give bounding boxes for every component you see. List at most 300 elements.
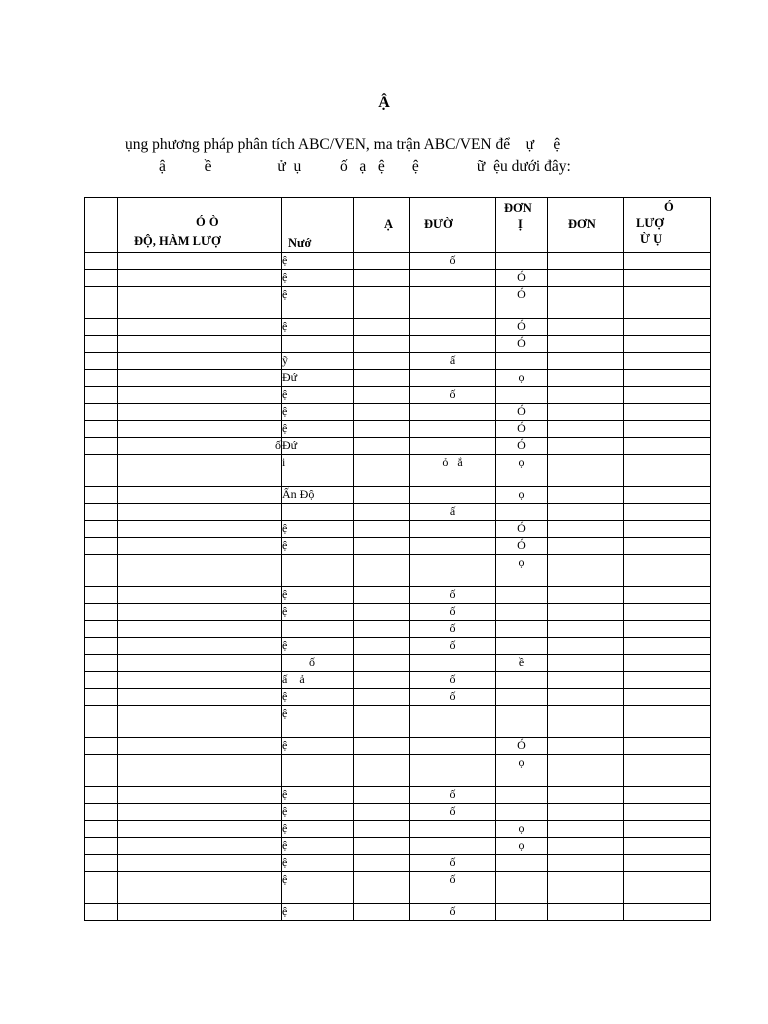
cell-unit: [496, 787, 548, 804]
cell-price: [548, 353, 624, 370]
cell-route: ố: [410, 253, 496, 270]
header-cell-quantity: [624, 198, 711, 253]
cell-quantity: [624, 438, 711, 455]
table-row: [85, 555, 711, 587]
cell-route: ố: [410, 904, 496, 921]
cell-name: [118, 387, 282, 404]
cell-index: [85, 253, 118, 270]
cell-quantity: [624, 738, 711, 755]
cell-index: [85, 336, 118, 353]
cell-price: [548, 706, 624, 738]
cell-country: ệ: [282, 872, 354, 904]
cell-route: ố: [410, 787, 496, 804]
cell-country: ệ: [282, 855, 354, 872]
cell-name: [118, 621, 282, 638]
cell-unit: [496, 638, 548, 655]
cell-country: Đứ: [282, 438, 354, 455]
cell-name: [118, 838, 282, 855]
cell-index: [85, 455, 118, 487]
cell-price: [548, 604, 624, 621]
cell-quantity: [624, 838, 711, 855]
cell-price: [548, 253, 624, 270]
cell-country: ệ: [282, 706, 354, 738]
header-qty-line3: Ừ Ụ: [640, 232, 663, 246]
cell-route: [410, 336, 496, 353]
cell-name: [118, 287, 282, 319]
cell-unit: Ó: [496, 521, 548, 538]
cell-route: ố: [410, 689, 496, 706]
cell-index: [85, 621, 118, 638]
intro-line-1: ụng phương pháp phân tích ABC/VEN, ma trận ABC/VEN để ự ệ: [125, 136, 561, 153]
table-row: [85, 638, 711, 655]
table-row: [85, 655, 711, 672]
cell-name: [118, 587, 282, 604]
cell-unit: [496, 604, 548, 621]
cell-country: ệ: [282, 787, 354, 804]
cell-country: ệ: [282, 904, 354, 921]
cell-category: [354, 706, 410, 738]
cell-category: [354, 370, 410, 387]
cell-country: Ấn Độ: [282, 487, 354, 504]
cell-price: [548, 855, 624, 872]
cell-index: [85, 804, 118, 821]
header-cell-route: [410, 198, 496, 253]
cell-index: [85, 270, 118, 287]
table-row: [85, 504, 711, 521]
cell-route: ố: [410, 804, 496, 821]
cell-category: [354, 404, 410, 421]
cell-route: [410, 370, 496, 387]
cell-price: [548, 838, 624, 855]
cell-price: [548, 787, 624, 804]
cell-name: ố: [118, 438, 282, 455]
cell-price: [548, 638, 624, 655]
cell-index: [85, 370, 118, 387]
cell-index: [85, 655, 118, 672]
cell-country: [282, 555, 354, 587]
cell-price: [548, 438, 624, 455]
cell-country: ệ: [282, 287, 354, 319]
table-row: [85, 387, 711, 404]
cell-category: [354, 336, 410, 353]
cell-unit: [496, 872, 548, 904]
cell-name: [118, 538, 282, 555]
cell-quantity: [624, 319, 711, 336]
cell-quantity: [624, 706, 711, 738]
cell-quantity: [624, 904, 711, 921]
cell-quantity: [624, 804, 711, 821]
table-row: [85, 872, 711, 904]
cell-unit: ọ: [496, 370, 548, 387]
cell-price: [548, 404, 624, 421]
cell-category: [354, 672, 410, 689]
header-qty-line2: LƯỢ: [636, 216, 665, 230]
cell-index: [85, 404, 118, 421]
cell-index: [85, 855, 118, 872]
table-row: [85, 353, 711, 370]
cell-unit: Ó: [496, 738, 548, 755]
cell-price: [548, 421, 624, 438]
cell-country: ố: [282, 655, 354, 672]
cell-quantity: [624, 270, 711, 287]
cell-country: ệ: [282, 738, 354, 755]
cell-name: [118, 706, 282, 738]
cell-quantity: [624, 655, 711, 672]
cell-name: [118, 353, 282, 370]
cell-name: [118, 821, 282, 838]
cell-index: [85, 638, 118, 655]
cell-price: [548, 538, 624, 555]
cell-country: ệ: [282, 638, 354, 655]
cell-country: ệ: [282, 387, 354, 404]
cell-category: [354, 621, 410, 638]
table-row: [85, 487, 711, 504]
cell-unit: [496, 587, 548, 604]
cell-unit: ọ: [496, 838, 548, 855]
cell-country: Đứ: [282, 370, 354, 387]
header-cell-unit: [496, 198, 548, 253]
cell-category: [354, 655, 410, 672]
header-name-line1: Ó Ò: [196, 215, 219, 229]
table-row: [85, 855, 711, 872]
cell-country: ấ ả: [282, 672, 354, 689]
cell-price: [548, 804, 624, 821]
cell-country: ệ: [282, 521, 354, 538]
cell-index: [85, 538, 118, 555]
table-row: [85, 319, 711, 336]
cell-route: [410, 538, 496, 555]
cell-unit: [496, 689, 548, 706]
cell-quantity: [624, 487, 711, 504]
cell-route: ố: [410, 855, 496, 872]
cell-category: [354, 804, 410, 821]
data-table: [84, 197, 711, 921]
cell-unit: ọ: [496, 821, 548, 838]
table-row: [85, 621, 711, 638]
table-row: [85, 404, 711, 421]
cell-category: [354, 855, 410, 872]
header-unit-line1: ĐƠN: [504, 201, 532, 215]
cell-unit: Ó: [496, 270, 548, 287]
cell-country: ệ: [282, 821, 354, 838]
cell-category: [354, 755, 410, 787]
header-unit-line2: Ị: [518, 217, 523, 231]
cell-name: [118, 689, 282, 706]
cell-category: [354, 787, 410, 804]
cell-quantity: [624, 455, 711, 487]
cell-name: [118, 270, 282, 287]
cell-category: [354, 821, 410, 838]
cell-index: [85, 521, 118, 538]
cell-country: ệ: [282, 270, 354, 287]
cell-price: [548, 370, 624, 387]
cell-unit: [496, 353, 548, 370]
cell-price: [548, 319, 624, 336]
table-row: [85, 370, 711, 387]
cell-name: [118, 855, 282, 872]
table-row: [85, 604, 711, 621]
cell-route: [410, 319, 496, 336]
cell-name: [118, 672, 282, 689]
cell-unit: Ó: [496, 421, 548, 438]
cell-quantity: [624, 587, 711, 604]
header-route: ĐƯỜ: [424, 217, 453, 231]
cell-quantity: [624, 787, 711, 804]
cell-index: [85, 738, 118, 755]
cell-price: [548, 336, 624, 353]
cell-price: [548, 672, 624, 689]
cell-route: ố: [410, 638, 496, 655]
table-row: [85, 538, 711, 555]
cell-name: [118, 404, 282, 421]
table-header-row: [85, 198, 711, 253]
cell-quantity: [624, 821, 711, 838]
cell-unit: [496, 672, 548, 689]
cell-quantity: [624, 538, 711, 555]
cell-route: [410, 738, 496, 755]
cell-route: [410, 404, 496, 421]
cell-unit: [496, 387, 548, 404]
table-row: [85, 804, 711, 821]
table-row: [85, 253, 711, 270]
cell-category: [354, 738, 410, 755]
cell-index: [85, 555, 118, 587]
cell-price: [548, 738, 624, 755]
cell-quantity: [624, 555, 711, 587]
cell-category: [354, 455, 410, 487]
cell-category: [354, 438, 410, 455]
cell-category: [354, 587, 410, 604]
cell-category: [354, 487, 410, 504]
table-row: [85, 521, 711, 538]
cell-country: ệ: [282, 253, 354, 270]
cell-route: ấ: [410, 353, 496, 370]
cell-route: [410, 287, 496, 319]
cell-country: [282, 504, 354, 521]
cell-index: [85, 872, 118, 904]
cell-price: [548, 655, 624, 672]
cell-unit: ọ: [496, 755, 548, 787]
table-row: [85, 587, 711, 604]
header-cell-country: [282, 198, 354, 253]
cell-category: [354, 319, 410, 336]
cell-route: ố: [410, 872, 496, 904]
cell-category: [354, 270, 410, 287]
header-country: Nướ: [288, 236, 312, 250]
cell-country: ệ: [282, 538, 354, 555]
cell-quantity: [624, 287, 711, 319]
cell-name: [118, 804, 282, 821]
cell-quantity: [624, 638, 711, 655]
cell-route: ố: [410, 387, 496, 404]
cell-name: [118, 787, 282, 804]
cell-unit: Ó: [496, 438, 548, 455]
cell-country: ệ: [282, 604, 354, 621]
header-qty-line1: Ó: [664, 200, 674, 214]
cell-country: ệ: [282, 838, 354, 855]
cell-index: [85, 604, 118, 621]
cell-category: [354, 504, 410, 521]
cell-quantity: [624, 253, 711, 270]
cell-quantity: [624, 387, 711, 404]
table-row: [85, 755, 711, 787]
cell-unit: [496, 504, 548, 521]
cell-route: [410, 821, 496, 838]
cell-unit: Ó: [496, 404, 548, 421]
cell-country: ệ: [282, 689, 354, 706]
cell-index: [85, 438, 118, 455]
cell-quantity: [624, 404, 711, 421]
cell-route: [410, 487, 496, 504]
cell-country: ệ: [282, 804, 354, 821]
cell-price: [548, 755, 624, 787]
cell-index: [85, 387, 118, 404]
table-row: [85, 336, 711, 353]
cell-price: [548, 455, 624, 487]
cell-index: [85, 353, 118, 370]
cell-route: ố: [410, 672, 496, 689]
cell-unit: Ó: [496, 319, 548, 336]
cell-category: [354, 838, 410, 855]
cell-price: [548, 904, 624, 921]
cell-name: [118, 555, 282, 587]
table-row: [85, 706, 711, 738]
cell-index: [85, 421, 118, 438]
cell-country: ệ: [282, 421, 354, 438]
cell-unit: [496, 855, 548, 872]
cell-category: [354, 689, 410, 706]
table-row: [85, 438, 711, 455]
cell-index: [85, 287, 118, 319]
cell-unit: [496, 904, 548, 921]
cell-unit: ọ: [496, 455, 548, 487]
cell-category: [354, 904, 410, 921]
table-row: [85, 821, 711, 838]
cell-quantity: [624, 504, 711, 521]
cell-price: [548, 621, 624, 638]
cell-price: [548, 689, 624, 706]
cell-country: ệ: [282, 404, 354, 421]
cell-index: [85, 821, 118, 838]
cell-route: ố: [410, 587, 496, 604]
cell-quantity: [624, 421, 711, 438]
cell-quantity: [624, 353, 711, 370]
cell-quantity: [624, 604, 711, 621]
cell-route: [410, 838, 496, 855]
header-cell-price: [548, 198, 624, 253]
cell-name: [118, 336, 282, 353]
cell-unit: [496, 804, 548, 821]
cell-route: [410, 521, 496, 538]
cell-unit: [496, 706, 548, 738]
cell-quantity: [624, 855, 711, 872]
cell-unit: [496, 621, 548, 638]
cell-category: [354, 638, 410, 655]
cell-name: [118, 319, 282, 336]
cell-category: [354, 538, 410, 555]
cell-price: [548, 872, 624, 904]
cell-price: [548, 270, 624, 287]
cell-category: [354, 872, 410, 904]
table-row: [85, 787, 711, 804]
cell-category: [354, 604, 410, 621]
cell-route: ỏ ắ: [410, 455, 496, 487]
cell-index: [85, 838, 118, 855]
cell-name: [118, 604, 282, 621]
cell-name: [118, 504, 282, 521]
cell-route: [410, 755, 496, 787]
cell-name: [118, 872, 282, 904]
header-name-line2: ĐỘ, HÀM LƯỢ: [134, 234, 221, 248]
cell-country: [282, 621, 354, 638]
cell-price: [548, 587, 624, 604]
cell-index: [85, 689, 118, 706]
cell-price: [548, 521, 624, 538]
cell-route: [410, 706, 496, 738]
cell-route: [410, 555, 496, 587]
table-row: [85, 672, 711, 689]
cell-name: [118, 521, 282, 538]
cell-country: [282, 755, 354, 787]
cell-quantity: [624, 689, 711, 706]
cell-index: [85, 672, 118, 689]
cell-index: [85, 706, 118, 738]
table-row: [85, 738, 711, 755]
cell-category: [354, 353, 410, 370]
cell-route: ố: [410, 604, 496, 621]
cell-category: [354, 421, 410, 438]
cell-quantity: [624, 672, 711, 689]
header-category: Ạ: [384, 217, 394, 231]
cell-price: [548, 555, 624, 587]
table-row: [85, 455, 711, 487]
cell-name: [118, 904, 282, 921]
table-row: [85, 270, 711, 287]
cell-route: [410, 655, 496, 672]
cell-name: [118, 253, 282, 270]
cell-quantity: [624, 336, 711, 353]
header-cell-name: [118, 198, 282, 253]
cell-price: [548, 821, 624, 838]
cell-category: [354, 555, 410, 587]
cell-unit: [496, 253, 548, 270]
cell-price: [548, 504, 624, 521]
cell-unit: Ó: [496, 336, 548, 353]
table-row: [85, 838, 711, 855]
cell-route: [410, 270, 496, 287]
cell-category: [354, 387, 410, 404]
table-row: [85, 287, 711, 319]
header-cell-category: [354, 198, 410, 253]
cell-route: [410, 421, 496, 438]
table-row: [85, 689, 711, 706]
header-cell-index: [85, 198, 118, 253]
cell-index: [85, 587, 118, 604]
table-row: [85, 904, 711, 921]
intro-line-2: ậ ề ử ụ ố ạ ệ ệ ữ ệu dưới đây:: [159, 158, 571, 175]
cell-unit: Ó: [496, 287, 548, 319]
cell-index: [85, 904, 118, 921]
cell-name: [118, 755, 282, 787]
cell-index: [85, 487, 118, 504]
cell-category: [354, 521, 410, 538]
cell-country: ệ: [282, 587, 354, 604]
cell-unit: ọ: [496, 487, 548, 504]
cell-price: [548, 387, 624, 404]
cell-name: [118, 421, 282, 438]
header-price: ĐƠN: [568, 217, 596, 231]
cell-index: [85, 787, 118, 804]
